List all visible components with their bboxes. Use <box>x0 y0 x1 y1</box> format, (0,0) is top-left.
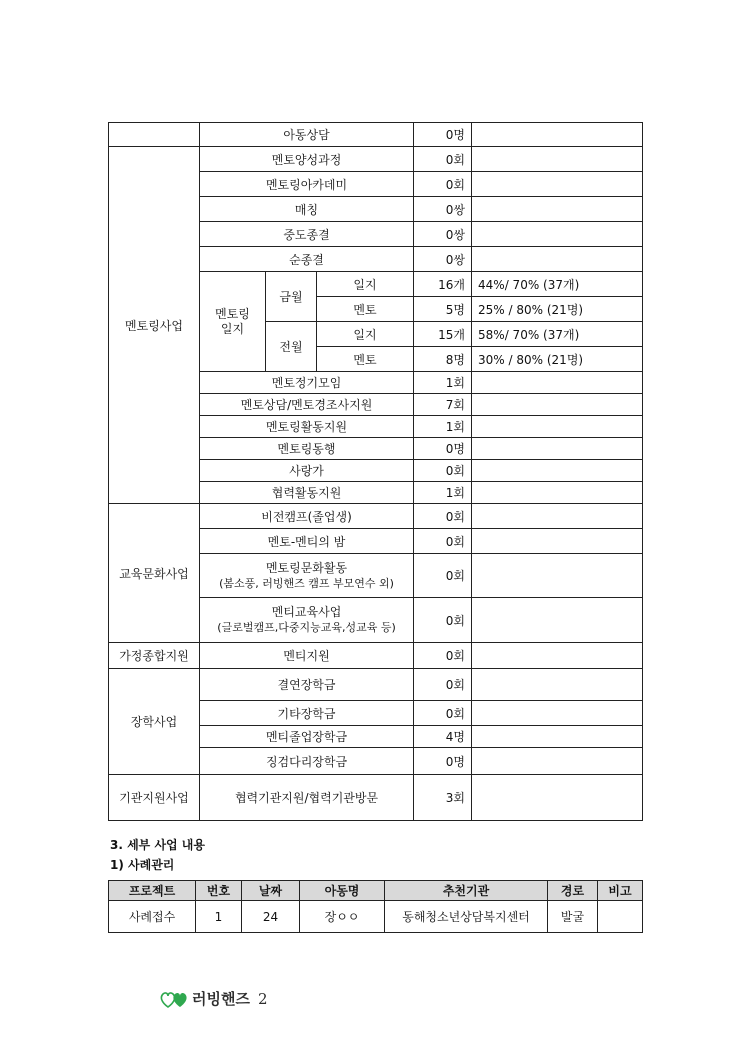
table-row <box>109 775 643 821</box>
cell-child-name: 장ㅇㅇ <box>300 901 385 933</box>
item-title: 멘티교육사업 <box>271 605 342 619</box>
note-cell <box>472 529 643 554</box>
count-cell: 15개 <box>414 322 472 347</box>
header-remarks: 비고 <box>598 881 643 901</box>
table-header-row <box>109 881 643 901</box>
item-cell <box>200 554 414 598</box>
item-cell: 멘티졸업장학금 <box>200 726 414 748</box>
cell-project: 사례접수 <box>109 901 196 933</box>
note-cell: 58%/ 70% (37개) <box>472 322 643 347</box>
count-cell: 0회 <box>414 529 472 554</box>
item-cell: 멘토링아카데미 <box>200 172 414 197</box>
note-cell <box>472 394 643 416</box>
note-cell <box>472 460 643 482</box>
note-cell: 30% / 80% (21명) <box>472 347 643 372</box>
journal-type: 일지 <box>317 322 414 347</box>
note-cell <box>472 482 643 504</box>
count-cell: 0명 <box>414 748 472 775</box>
item-subtitle: (글로벌캠프,다중지능교육,성교육 등) <box>217 621 396 634</box>
category-family: 가정종합지원 <box>109 643 200 669</box>
header-date: 날짜 <box>242 881 300 901</box>
table-row <box>109 504 643 529</box>
note-cell <box>472 123 643 147</box>
note-cell <box>472 372 643 394</box>
count-cell: 4명 <box>414 726 472 748</box>
note-cell <box>472 748 643 775</box>
count-cell: 0명 <box>414 123 472 147</box>
item-cell: 멘토정기모임 <box>200 372 414 394</box>
note-cell: 44%/ 70% (37개) <box>472 272 643 297</box>
cell-route: 발굴 <box>548 901 598 933</box>
note-cell <box>472 726 643 748</box>
count-cell: 0명 <box>414 438 472 460</box>
case-management-table <box>108 880 643 933</box>
count-cell: 7회 <box>414 394 472 416</box>
header-number: 번호 <box>196 881 242 901</box>
count-cell: 16개 <box>414 272 472 297</box>
count-cell: 0회 <box>414 598 472 643</box>
count-cell: 0회 <box>414 172 472 197</box>
count-cell: 0쌍 <box>414 197 472 222</box>
item-cell: 결연장학금 <box>200 669 414 701</box>
item-cell: 협력활동지원 <box>200 482 414 504</box>
last-month-label: 전월 <box>266 322 317 372</box>
item-cell: 협력기관지원/협력기관방문 <box>200 775 414 821</box>
loving-hands-logo-icon <box>160 989 190 1009</box>
item-cell: 중도종결 <box>200 222 414 247</box>
category-cell-empty <box>109 123 200 147</box>
item-cell: 기타장학금 <box>200 701 414 726</box>
section-title: 3. 세부 사업 내용 <box>110 838 205 852</box>
note-cell <box>472 222 643 247</box>
count-cell: 0회 <box>414 669 472 701</box>
note-cell <box>472 643 643 669</box>
count-cell: 5명 <box>414 297 472 322</box>
category-agency: 기관지원사업 <box>109 775 200 821</box>
item-subtitle: (봄소풍, 러빙핸즈 캠프 부모연수 외) <box>219 576 394 590</box>
section-subtitle: 1) 사례관리 <box>110 858 175 872</box>
journal-label-line1: 멘토링 <box>215 306 250 321</box>
table-row <box>109 901 643 933</box>
count-cell: 0회 <box>414 147 472 172</box>
item-cell: 멘티지원 <box>200 643 414 669</box>
header-project: 프로젝트 <box>109 881 196 901</box>
note-cell <box>472 438 643 460</box>
note-cell <box>472 504 643 529</box>
cell-referral-agency: 동해청소년상담복지센터 <box>385 901 548 933</box>
header-referral-agency: 추천기관 <box>385 881 548 901</box>
count-cell: 0쌍 <box>414 222 472 247</box>
journal-label-line2: 일지 <box>220 321 245 336</box>
note-cell: 25% / 80% (21명) <box>472 297 643 322</box>
item-cell: 징검다리장학금 <box>200 748 414 775</box>
note-cell <box>472 172 643 197</box>
item-cell: 비전캠프(졸업생) <box>200 504 414 529</box>
count-cell: 0쌍 <box>414 247 472 272</box>
table-row <box>109 147 643 172</box>
note-cell <box>472 775 643 821</box>
note-cell <box>472 197 643 222</box>
table-row <box>109 643 643 669</box>
header-route: 경로 <box>548 881 598 901</box>
business-summary-table <box>108 122 643 821</box>
page-number: 2 <box>257 989 268 1008</box>
count-cell: 0회 <box>414 643 472 669</box>
count-cell: 1회 <box>414 416 472 438</box>
note-cell <box>472 247 643 272</box>
item-cell: 멘토-멘티의 밤 <box>200 529 414 554</box>
count-cell: 0회 <box>414 701 472 726</box>
count-cell: 0회 <box>414 460 472 482</box>
journal-type: 멘토 <box>317 297 414 322</box>
item-cell: 멘토링동행 <box>200 438 414 460</box>
cell-date: 24 <box>242 901 300 933</box>
category-edu: 교육문화사업 <box>109 504 200 643</box>
count-cell: 1회 <box>414 372 472 394</box>
cell-remarks <box>598 901 643 933</box>
category-mentoring: 멘토링사업 <box>109 147 200 504</box>
note-cell <box>472 701 643 726</box>
count-cell: 8명 <box>414 347 472 372</box>
table-row <box>109 669 643 701</box>
item-cell: 사랑가 <box>200 460 414 482</box>
footer <box>160 988 268 1009</box>
journal-type: 일지 <box>317 272 414 297</box>
cell-number: 1 <box>196 901 242 933</box>
item-cell <box>200 598 414 643</box>
category-scholarship: 장학사업 <box>109 669 200 775</box>
item-cell: 멘토양성과정 <box>200 147 414 172</box>
table-row <box>109 123 643 147</box>
count-cell: 0회 <box>414 504 472 529</box>
note-cell <box>472 147 643 172</box>
journal-label <box>200 272 266 372</box>
count-cell: 3회 <box>414 775 472 821</box>
note-cell <box>472 554 643 598</box>
item-cell: 아동상담 <box>200 123 414 147</box>
item-title: 멘토링문화활동 <box>265 560 348 575</box>
header-child-name: 아동명 <box>300 881 385 901</box>
item-cell: 멘토상담/멘토경조사지원 <box>200 394 414 416</box>
logo-text: 러빙핸즈 <box>192 990 250 1008</box>
note-cell <box>472 669 643 701</box>
note-cell <box>472 416 643 438</box>
this-month-label: 금월 <box>266 272 317 322</box>
item-cell: 멘토링활동지원 <box>200 416 414 438</box>
item-cell: 매칭 <box>200 197 414 222</box>
count-cell: 0회 <box>414 554 472 598</box>
count-cell: 1회 <box>414 482 472 504</box>
note-cell <box>472 598 643 643</box>
journal-type: 멘토 <box>317 347 414 372</box>
item-cell: 순종결 <box>200 247 414 272</box>
